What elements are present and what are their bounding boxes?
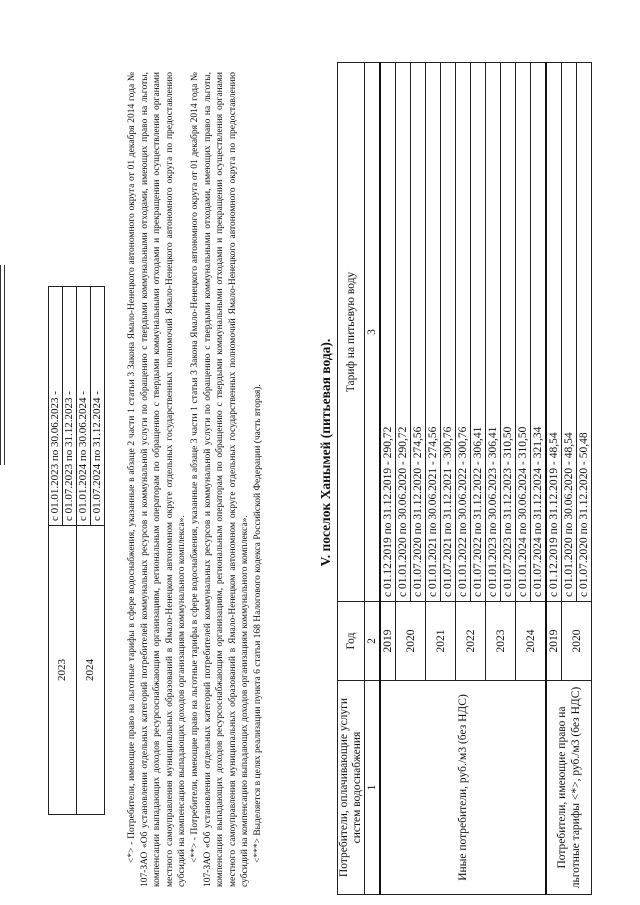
section-title: V. поселок Ханымей (питьевая вода). [318, 338, 333, 567]
table-row [77, 287, 91, 815]
year-cell: 2023 [49, 526, 77, 815]
year-cell: 2020 [396, 602, 426, 681]
consumer-group-label: Потребители, имеющие право на льготные тарифы <*>, руб./м3 (без НДС) [546, 681, 592, 895]
column-number: 3 [365, 63, 381, 602]
header-row [338, 63, 365, 895]
period-cell: с 01.01.2022 по 30.06.2022 - 300,76 [456, 63, 471, 602]
year-cell: 2022 [456, 602, 486, 681]
year-cell: 2024 [516, 602, 547, 681]
year-cell: 2023 [486, 602, 516, 681]
table-row [380, 63, 396, 895]
column-number-row [365, 63, 381, 895]
period-cell: с 01.07.2023 по 31.12.2023 - [63, 287, 77, 526]
year-cell: 2020 [562, 602, 592, 681]
year-cell: 2024 [77, 526, 105, 815]
period-cell: с 01.01.2024 по 30.06.2024 - 310,50 [516, 63, 531, 602]
scan-edge-line [4, 265, 5, 465]
period-cell: с 01.01.2023 по 30.06.2023 - [49, 287, 63, 526]
period-cell: с 01.07.2024 по 31.12.2024 - 321,34 [531, 63, 547, 602]
period-cell: с 01.07.2021 по 31.12.2021 - 300,76 [441, 63, 456, 602]
period-cell: с 01.07.2022 по 31.12.2022 - 306,41 [471, 63, 486, 602]
year-cell: 2021 [426, 602, 456, 681]
column-number: 1 [365, 681, 381, 895]
period-cell: с 01.01.2024 по 30.06.2024 - [77, 287, 91, 526]
scan-edge-line [0, 265, 1, 465]
period-cell: с 01.07.2024 по 31.12.2024 - [91, 287, 105, 526]
footnote-1: <*> - Потребители, имеющие право на льготные тарифы в сфере водоснабжения, указанные в абзаце 2 части 1 статьи 3 Закона Ямало-Ненецкого автономного округа от 01 декабря 2014 года № 107-ЗАО «Об установлении отдельных категорий потребителей коммунальных ресурсов и коммунальной услуги по обращению с твердыми коммунальными отходами, имеющих право на льготы, компенсации выпадающих доходов ресурсоснабжающим организациям, региональным операторам по обращению с твердыми коммунальными отходами и прекращении осуществления органами местного самоуправления муниципальных образований в Ямало-Ненецком автономном округе отдельных государственных полномочий Ямало-Ненецкого автономного округа по предоставлению субсидий на компенсацию выпадающих доходов организациям коммунального комплекса». [127, 72, 188, 887]
period-cell: с 01.07.2023 по 31.12.2023 - 310,50 [501, 63, 516, 602]
period-cell: с 01.12.2019 по 31.12.2019 - 290,72 [380, 63, 396, 602]
footnotes [126, 72, 265, 887]
period-cell: с 01.07.2020 по 31.12.2020 - 50,48 [577, 63, 592, 602]
footnote-3: <***> Выделяется в целях реализации пункта 6 статьи 168 Налогового кодекса Российской Федерации (часть вторая). [252, 384, 263, 863]
column-number: 2 [365, 602, 381, 681]
header-year: Год [338, 602, 365, 681]
year-cell: 2019 [546, 602, 562, 681]
period-cell: с 01.01.2021 по 30.06.2021 - 274,56 [426, 63, 441, 602]
tariff-table [337, 62, 592, 895]
period-cell: с 01.12.2019 по 31.12.2019 - 48,54 [546, 63, 562, 602]
period-cell: с 01.07.2020 по 31.12.2020 - 274,56 [411, 63, 426, 602]
footnote-2: <**> - Потребители, имеющие право на льготные тарифы в сфере водоснабжения, указанные в абзаце 3 части 1 статьи 3 Закона Ямало-Ненецкого автономного округа от 01 декабря 2014 года № 107-ЗАО «Об установлении отдельных категорий потребителей коммунальных ресурсов и коммунальной услуги по обращению с твердыми коммунальными отходами, имеющих право на льготы, компенсации выпадающих доходов ресурсоснабжающим организациям, региональным операторам по обращению с твердыми коммунальными отходами и прекращении осуществления органами местного самоуправления муниципальных образований в Ямало-Ненецком автономном округе отдельных государственных полномочий Ямало-Ненецкого автономного округа по предоставлению субсидий на компенсацию выпадающих доходов организациям коммунального комплекса». [189, 72, 251, 887]
table-row [546, 63, 562, 895]
period-cell: с 01.01.2020 по 30.06.2020 - 48,54 [562, 63, 577, 602]
header-consumers: Потребители, оплачивающие услуги систем водоснабжения [338, 681, 365, 895]
period-cell: с 01.01.2023 по 30.06.2023 - 306,41 [486, 63, 501, 602]
period-cell: с 01.01.2020 по 30.06.2020 - 290,72 [396, 63, 411, 602]
consumer-group-label: Иные потребители, руб./м3 (без НДС) [380, 681, 546, 895]
table-row [49, 287, 63, 815]
header-tariff: Тариф на питьевую воду [338, 63, 365, 602]
year-cell: 2019 [380, 602, 396, 681]
tariff-table-continuation [48, 286, 105, 815]
